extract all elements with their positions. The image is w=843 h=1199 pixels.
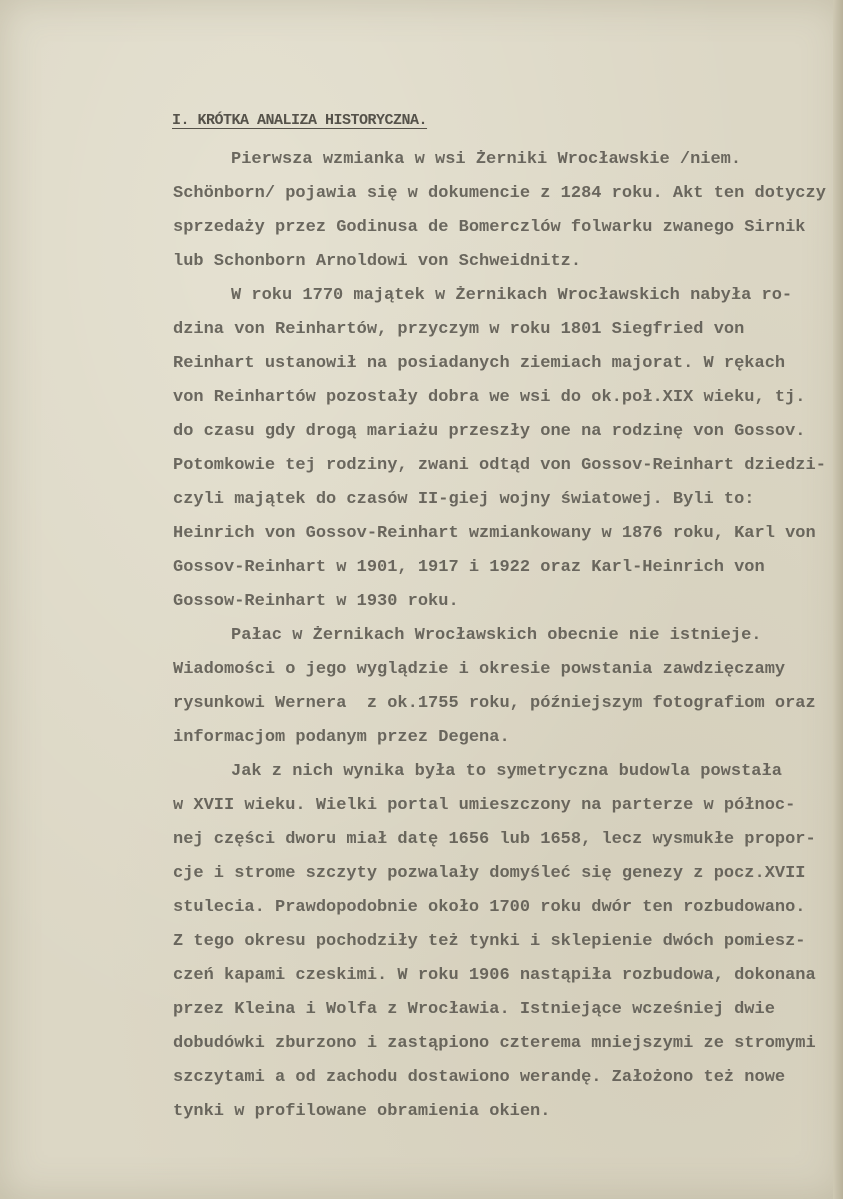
- text-line: Z tego okresu pochodziły też tynki i sklepienie dwóch pomiesz-: [173, 932, 806, 951]
- text-line: von Reinhartów pozostały dobra we wsi do ok.poł.XIX wieku, tj.: [173, 388, 806, 407]
- text-line: w XVII wieku. Wielki portal umieszczony na parterze w północ-: [173, 796, 796, 815]
- text-line: czyli majątek do czasów II-giej wojny światowej. Byli to:: [173, 490, 755, 509]
- text-line: czeń kapami czeskimi. W roku 1906 nastąpiła rozbudowa, dokonana: [173, 966, 816, 985]
- text-line: sprzedaży przez Godinusa de Bomerczlów folwarku zwanego Sirnik: [173, 218, 806, 237]
- text-line: Wiadomości o jego wyglądzie i okresie powstania zawdzięczamy: [173, 660, 786, 679]
- text-line: dzina von Reinhartów, przyczym w roku 1801 Siegfried von: [173, 320, 745, 339]
- text-line: szczytami a od zachodu dostawiono werandę. Założono też nowe: [173, 1068, 786, 1087]
- text-line: rysunkowi Wernera z ok.1755 roku, późniejszym fotografiom oraz: [173, 694, 816, 713]
- text-line: Heinrich von Gossov-Reinhart wzmiankowany w 1876 roku, Karl von: [173, 524, 816, 543]
- text-line: informacjom podanym przez Degena.: [173, 728, 510, 747]
- text-line: do czasu gdy drogą mariażu przeszły one na rodzinę von Gossov.: [173, 422, 806, 441]
- text-line: Pierwsza wzmianka w wsi Żerniki Wrocławskie /niem.: [231, 150, 742, 169]
- text-line: Schönborn/ pojawia się w dokumencie z 1284 roku. Akt ten dotyczy: [173, 184, 826, 203]
- text-line: Reinhart ustanowił na posiadanych ziemiach majorat. W rękach: [173, 354, 786, 373]
- text-line: przez Kleina i Wolfa z Wrocławia. Istniejące wcześniej dwie: [173, 1000, 775, 1019]
- text-line: Gossow-Reinhart w 1930 roku.: [173, 592, 459, 611]
- text-line: Pałac w Żernikach Wrocławskich obecnie nie istnieje.: [231, 626, 762, 645]
- section-heading: I. KRÓTKA ANALIZA HISTORYCZNA.: [172, 112, 428, 129]
- text-line: Jak z nich wynika była to symetryczna budowla powstała: [231, 762, 782, 781]
- document-body: [173, 143, 843, 1129]
- text-line: Potomkowie tej rodziny, zwani odtąd von Gossov-Reinhart dziedzi-: [173, 456, 826, 475]
- text-line: nej części dworu miał datę 1656 lub 1658, lecz wysmukłe propor-: [173, 830, 816, 849]
- text-line: Gossov-Reinhart w 1901, 1917 i 1922 oraz Karl-Heinrich von: [173, 558, 765, 577]
- text-line: dobudówki zburzono i zastąpiono czterema mniejszymi ze stromymi: [173, 1034, 816, 1053]
- text-line: cje i strome szczyty pozwalały domyśleć się genezy z pocz.XVII: [173, 864, 806, 883]
- text-line: W roku 1770 majątek w Żernikach Wrocławskich nabyła ro-: [231, 286, 793, 305]
- text-line: lub Schonborn Arnoldowi von Schweidnitz.: [173, 252, 582, 271]
- text-line: tynki w profilowane obramienia okien.: [173, 1102, 551, 1121]
- text-line: stulecia. Prawdopodobnie około 1700 roku dwór ten rozbudowano.: [173, 898, 806, 917]
